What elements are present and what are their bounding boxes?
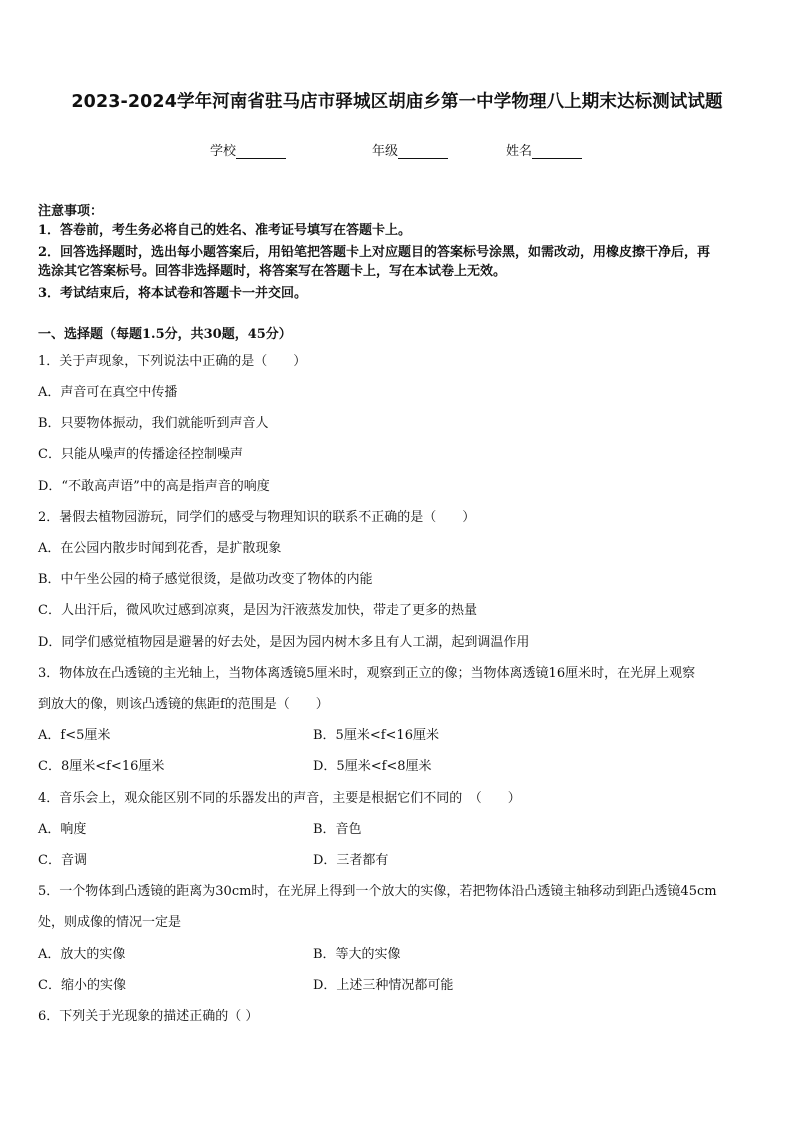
name-blank[interactable]: [532, 144, 582, 159]
school-field: [210, 140, 286, 159]
question-stem: 5．一个物体到凸透镜的距离为30cm时，在光屏上得到一个放大的实像，若把物体沿凸透镜主轴移动到距凸透镜45cm: [38, 884, 717, 899]
notice-item: 2．回答选择题时，选出每小题答案后，用铅笔把答题卡上对应题目的答案标号涂黑，如需改动，用橡皮擦干净后，再: [38, 245, 711, 260]
option: A．在公园内散步时闻到花香，是扩散现象: [38, 541, 282, 556]
option: A．放大的实像: [38, 947, 126, 962]
notice-item: 选涂其它答案标号。回答非选择题时，将答案写在答题卡上，写在本试卷上无效。: [38, 264, 507, 279]
school-label: 学校: [210, 144, 237, 159]
option: A．响度: [38, 822, 87, 837]
option: D．“不敢高声语”中的高是指声音的响度: [38, 479, 270, 494]
notice-heading: 注意事项：: [38, 204, 104, 219]
question-stem: 处，则成像的情况一定是: [38, 915, 182, 930]
name-label: 姓名: [506, 144, 533, 159]
option: C．缩小的实像: [38, 978, 126, 993]
notice-item: 1．答卷前，考生务必将自己的姓名、准考证号填写在答题卡上。: [38, 223, 412, 238]
grade-label: 年级: [372, 144, 399, 159]
option: B．只要物体振动，我们就能听到声音人: [38, 416, 269, 431]
question-stem: 到放大的像，则该凸透镜的焦距f的范围是（ ）: [38, 697, 329, 712]
school-blank[interactable]: [236, 144, 286, 159]
question-stem: 3．物体放在凸透镜的主光轴上，当物体离透镜5厘米时，观察到正立的像；当物体离透镜16厘米时，在光屏上观察: [38, 666, 696, 681]
notice-item: 3．考试结束后，将本试卷和答题卡一并交回。: [38, 286, 308, 301]
option: D．上述三种情况都可能: [313, 978, 454, 993]
option: A．声音可在真空中传播: [38, 385, 178, 400]
question-stem: 4．音乐会上，观众能区别不同的乐器发出的声音，主要是根据它们不同的 （ ）: [38, 791, 521, 806]
page-title: 2023-2024学年河南省驻马店市驿城区胡庙乡第一中学物理八上期末达标测试试题: [71, 92, 723, 112]
option: B．音色: [313, 822, 362, 837]
option: C．人出汗后，微风吹过感到凉爽，是因为汗液蒸发加快，带走了更多的热量: [38, 603, 477, 618]
grade-blank[interactable]: [398, 144, 448, 159]
option: D．同学们感觉植物园是避暑的好去处，是因为园内树木多且有人工湖，起到调温作用: [38, 635, 530, 650]
question-stem: 1．关于声现象，下列说法中正确的是（ ）: [38, 354, 307, 369]
option: B．中午坐公园的椅子感觉很烫，是做功改变了物体的内能: [38, 572, 373, 587]
option: B．等大的实像: [313, 947, 401, 962]
question-stem: 6．下列关于光现象的描述正确的（ ）: [38, 1009, 259, 1024]
question-stem: 2．暑假去植物园游玩，同学们的感受与物理知识的联系不正确的是（ ）: [38, 510, 476, 525]
option: A．f<5厘米: [38, 728, 111, 743]
option: C．8厘米<f<16厘米: [38, 759, 165, 774]
section-heading: 一、选择题（每题1.5分，共30题，45分）: [38, 327, 292, 342]
name-field: [506, 140, 582, 159]
option: C．音调: [38, 853, 87, 868]
option: D．5厘米<f<8厘米: [313, 759, 432, 774]
option: D．三者都有: [313, 853, 389, 868]
grade-field: [372, 140, 448, 159]
option: C．只能从噪声的传播途径控制噪声: [38, 447, 243, 462]
option: B．5厘米<f<16厘米: [313, 728, 439, 743]
